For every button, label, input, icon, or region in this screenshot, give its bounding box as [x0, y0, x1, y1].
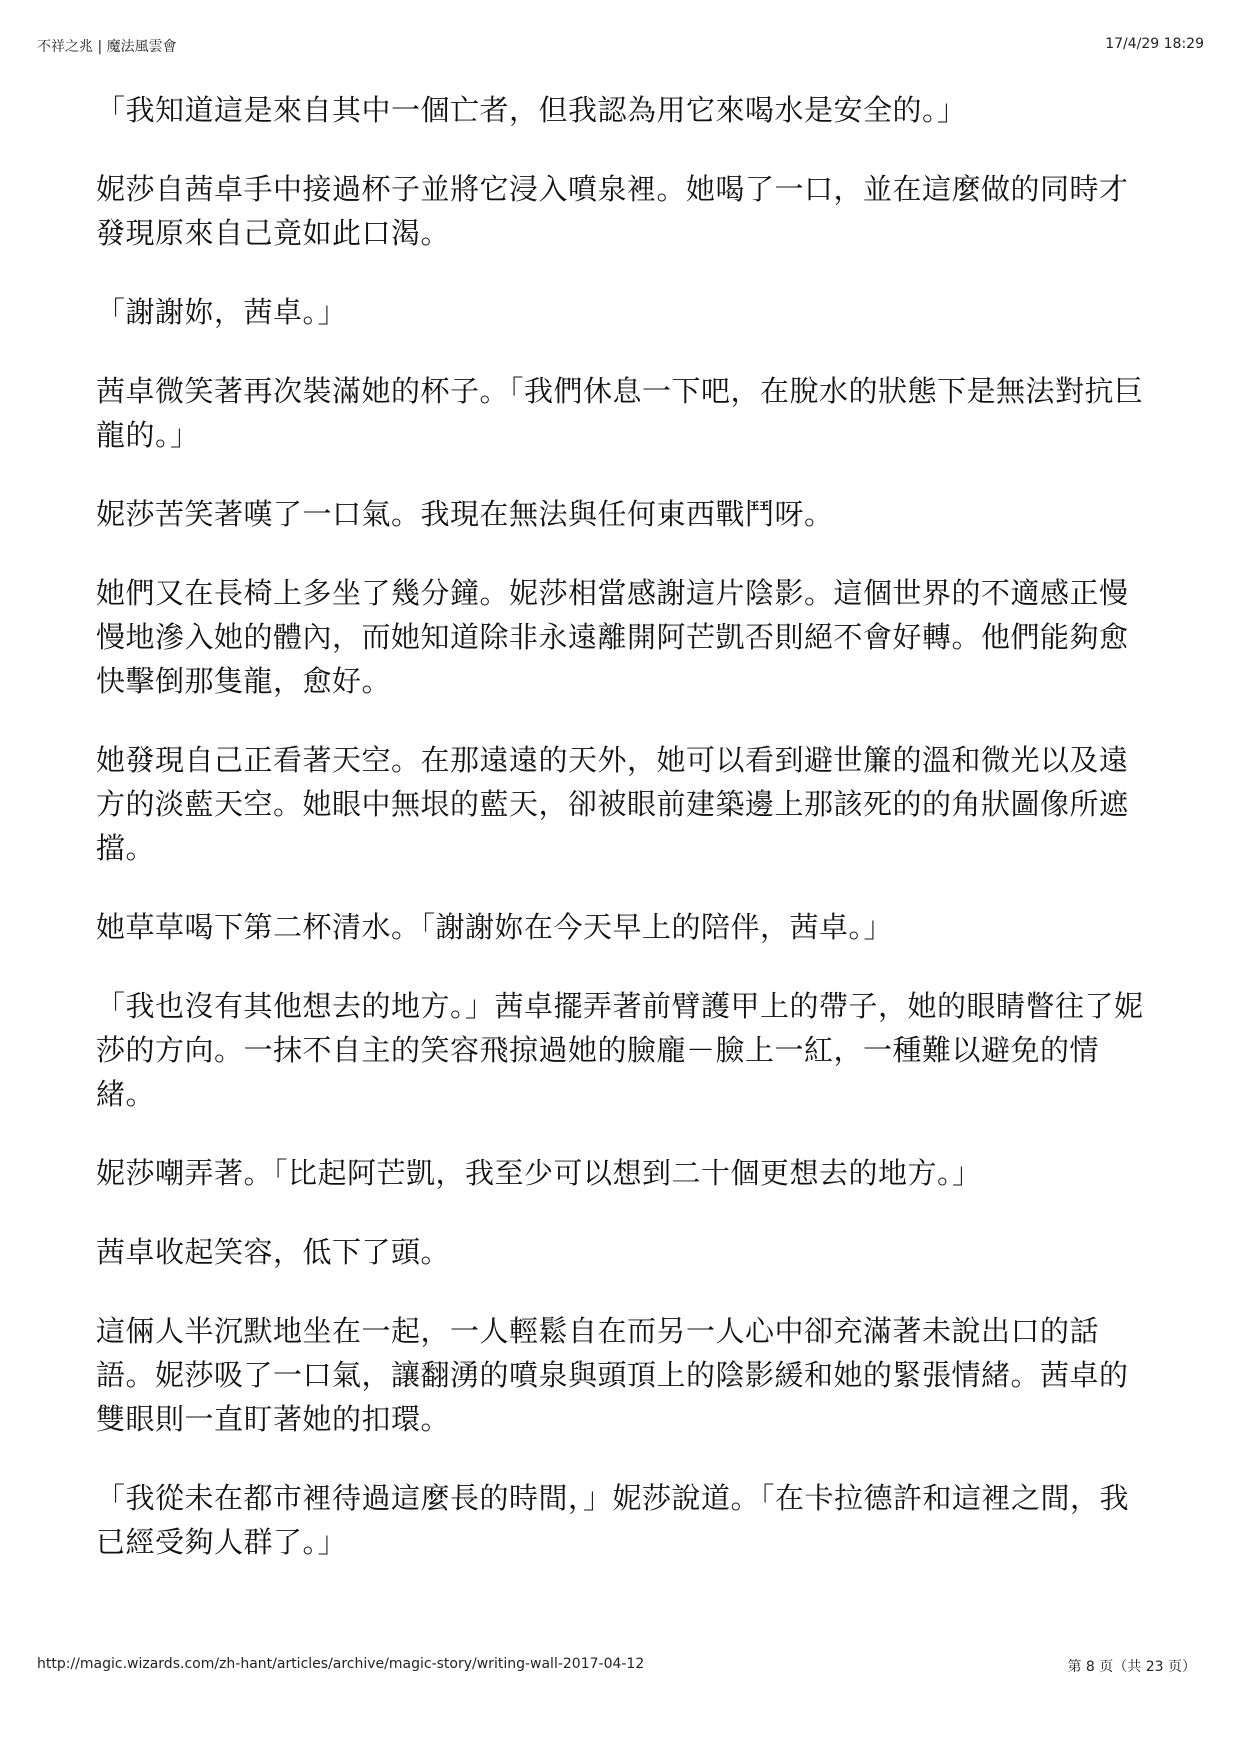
- paragraph: 妮莎嘲弄著。「比起阿芒凱，我至少可以想到二十個更想去的地方。」: [96, 1156, 982, 1190]
- paragraph: 她們又在長椅上多坐了幾分鐘。妮莎相當感謝這片陰影。這個世界的不適感正慢慢地滲入她的體內，而她知道除非永遠離開阿芒凱否則絕不會好轉。他們能夠愈快擊倒那隻龍，愈好。: [96, 576, 1129, 698]
- paragraph: 這倆人半沉默地坐在一起，一人輕鬆自在而另一人心中卻充滿著未說出口的話語。妮莎吸了一口氣，讓翻湧的噴泉與頭頂上的陰影緩和她的緊張情緒。茜卓的雙眼則一直盯著她的扣環。: [96, 1314, 1129, 1436]
- paragraph: 妮莎苦笑著嘆了一口氣。我現在無法與任何東西戰鬥呀。: [96, 497, 834, 531]
- paragraph: 茜卓微笑著再次裝滿她的杯子。「我們休息一下吧，在脫水的狀態下是無法對抗巨龍的。」: [96, 374, 1144, 452]
- paragraph: 「我也沒有其他想去的地方。」茜卓擺弄著前臂護甲上的帶子，她的眼睛瞥往了妮莎的方向。一抹不自主的笑容飛掠過她的臉龐－臉上一紅，一種難以避免的情緒。: [96, 989, 1144, 1111]
- paragraph: 「我知道這是來自其中一個亡者，但我認為用它來喝水是安全的。」: [96, 93, 967, 127]
- paragraph: 「謝謝妳，茜卓。」: [96, 295, 348, 329]
- page-footer-url: http://magic.wizards.com/zh-hant/articles/archive/magic-story/writing-wall-2017-04-12: [37, 1656, 645, 1672]
- page-header-datetime: 17/4/29 18:29: [1105, 36, 1204, 52]
- article-body: [96, 88, 1146, 1599]
- paragraph: 妮莎自茜卓手中接過杯子並將它浸入噴泉裡。她喝了一口，並在這麼做的同時才發現原來自己竟如此口渴。: [96, 172, 1129, 250]
- page-footer-page-number: 第 8 页（共 23 页）: [1067, 1659, 1196, 1675]
- paragraph: 「我從未在都市裡待過這麼長的時間，」妮莎說道。「在卡拉德許和這裡之間，我已經受夠人群了。」: [96, 1481, 1130, 1559]
- paragraph: 她草草喝下第二杯清水。「謝謝妳在今天早上的陪伴，茜卓。」: [96, 910, 894, 944]
- paragraph: 茜卓收起笑容，低下了頭。: [96, 1235, 451, 1269]
- page-header-title: 不祥之兆 | 魔法風雲會: [37, 39, 177, 55]
- paragraph: 她發現自己正看著天空。在那遠遠的天外，她可以看到避世簾的溫和微光以及遠方的淡藍天空。她眼中無垠的藍天，卻被眼前建築邊上那該死的的角狀圖像所遮擋。: [96, 743, 1129, 865]
